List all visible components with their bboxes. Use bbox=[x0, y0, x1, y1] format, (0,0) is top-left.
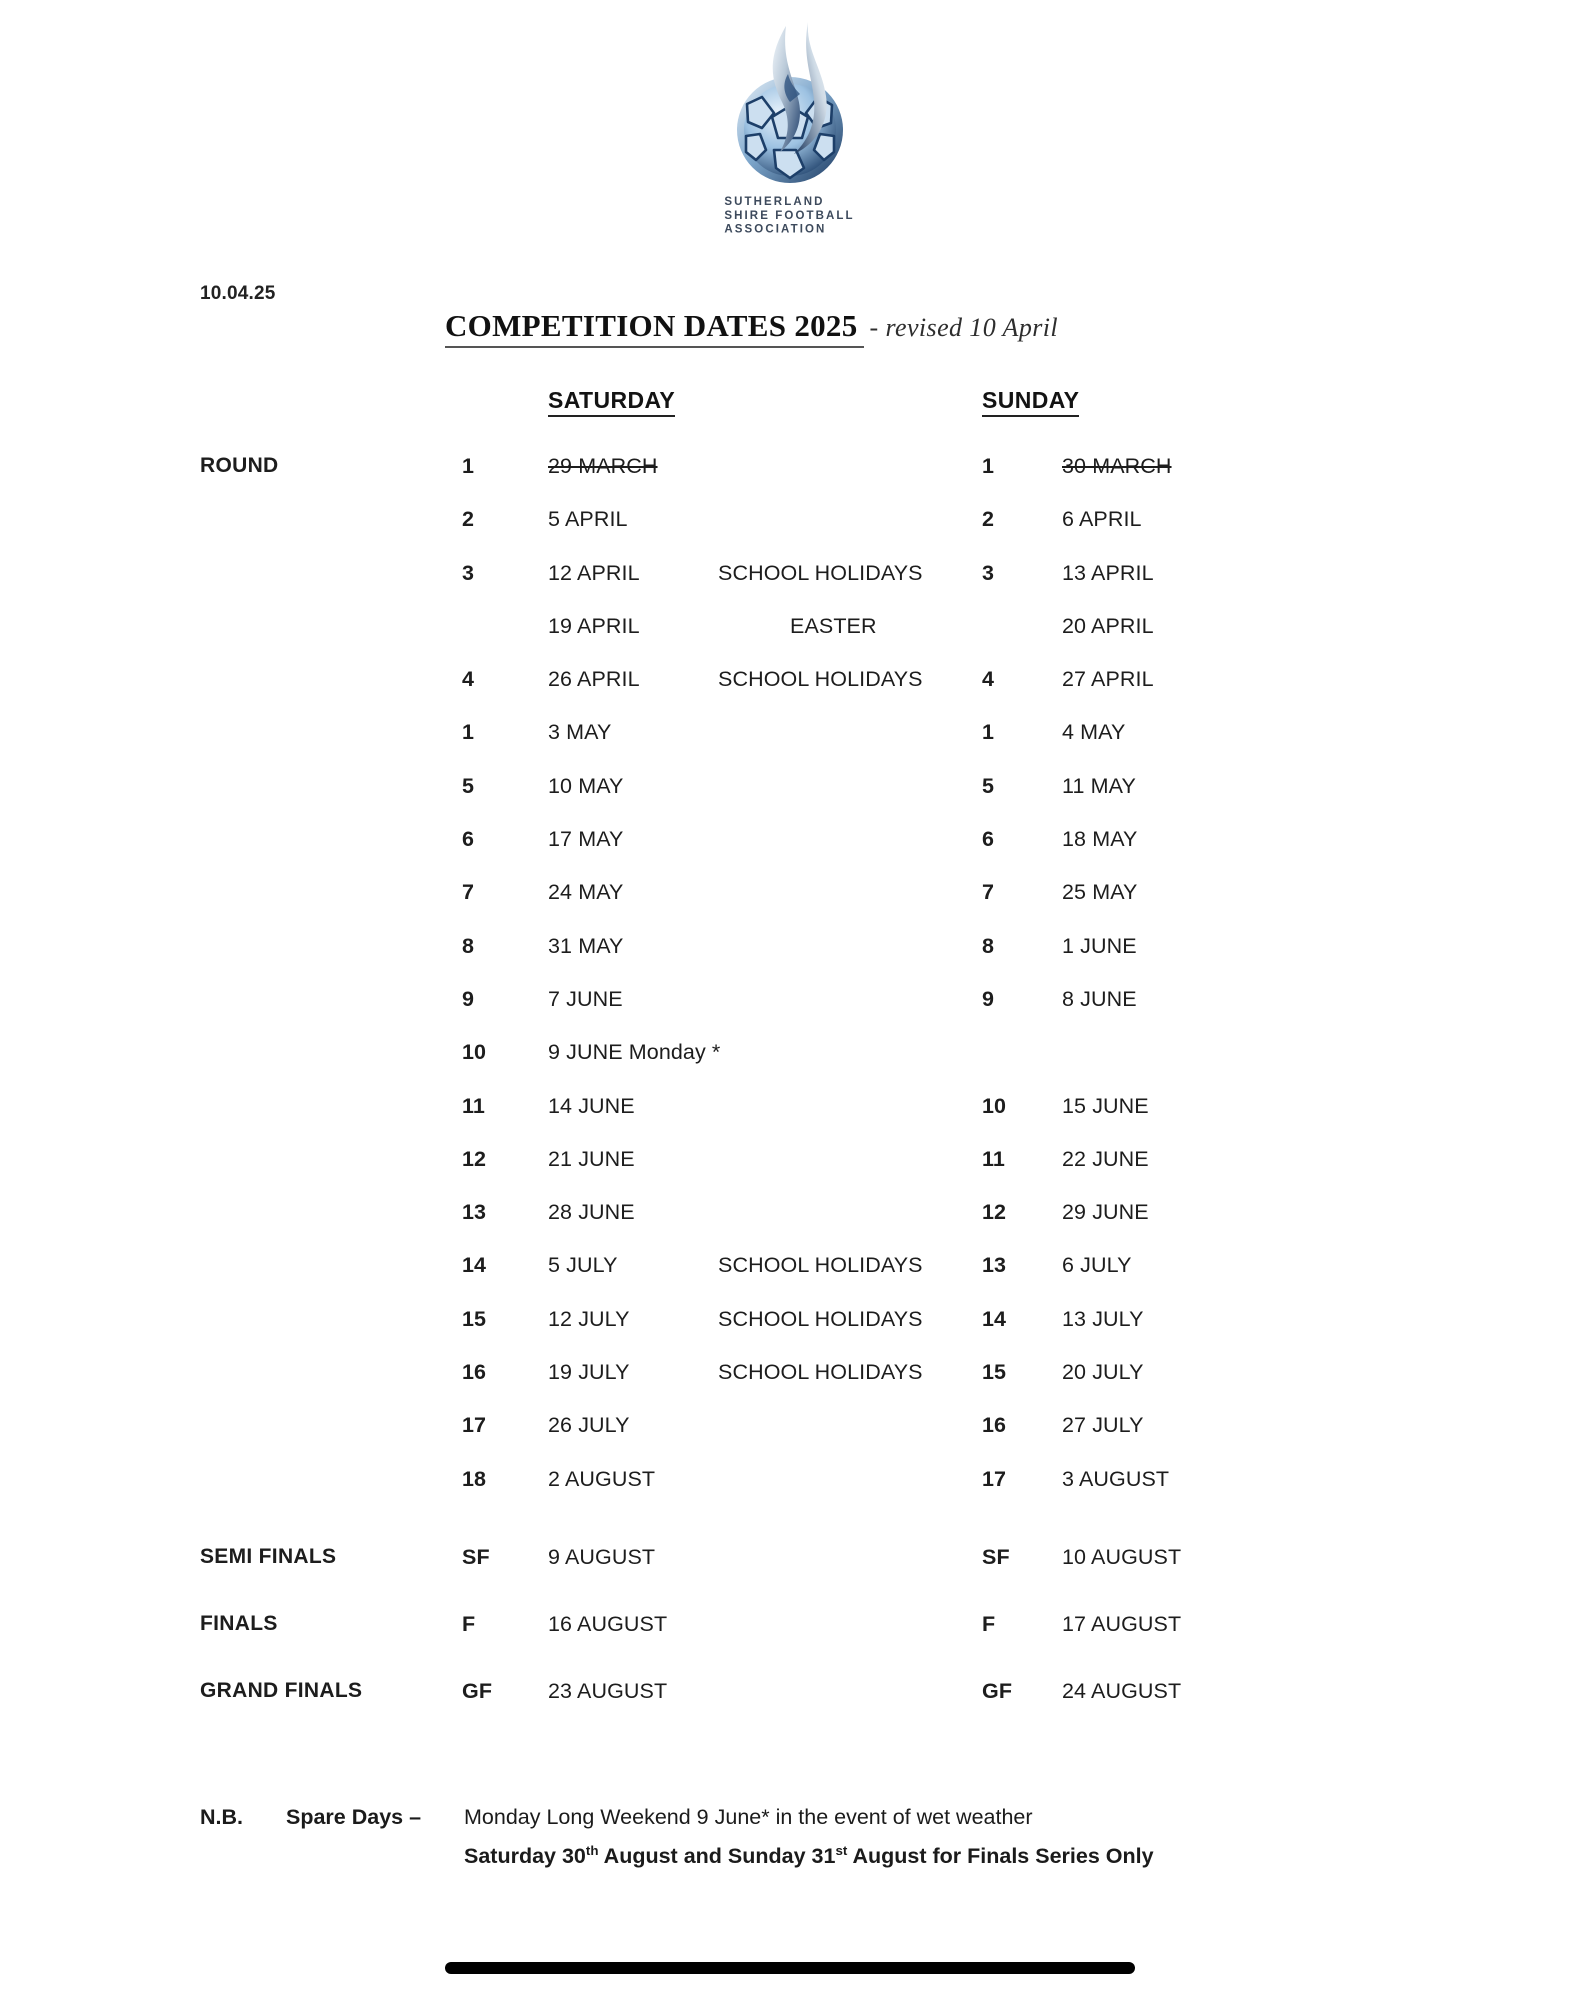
sunday-date: 17 AUGUST bbox=[1062, 1612, 1182, 1636]
saturday-date: 12 JULY bbox=[548, 1306, 630, 1331]
logo-wordmark bbox=[724, 196, 854, 237]
sunday-round-number: 2 bbox=[982, 507, 995, 532]
footer-line2-sup-1: th bbox=[585, 1843, 599, 1858]
sunday-round-code: F bbox=[982, 1612, 996, 1636]
table-row bbox=[0, 1254, 1579, 1307]
saturday-date: 26 JULY bbox=[548, 1413, 630, 1438]
saturday-date: 7 JUNE bbox=[548, 986, 623, 1011]
column-header-saturday: SATURDAY bbox=[548, 387, 675, 417]
table-row bbox=[0, 1361, 1579, 1414]
logo-line-1: SUTHERLAND bbox=[724, 195, 825, 208]
table-row bbox=[0, 881, 1579, 934]
sunday-date: 20 JULY bbox=[1062, 1360, 1144, 1385]
saturday-round-number: 15 bbox=[462, 1306, 487, 1331]
table-row bbox=[0, 1414, 1579, 1467]
sunday-round-number: 13 bbox=[982, 1253, 1007, 1278]
table-row bbox=[0, 1148, 1579, 1201]
saturday-date: 5 APRIL bbox=[548, 507, 628, 532]
saturday-round-number: 4 bbox=[462, 667, 475, 692]
sunday-round-number: 10 bbox=[982, 1093, 1007, 1118]
table-row bbox=[0, 1308, 1579, 1361]
sunday-date: 6 APRIL bbox=[1062, 507, 1142, 532]
sunday-date: 20 APRIL bbox=[1062, 613, 1154, 638]
saturday-date: 21 JUNE bbox=[548, 1146, 635, 1171]
football-flame-logo-icon bbox=[716, 18, 864, 190]
rounds-row-group bbox=[0, 455, 1579, 1521]
saturday-round-number: 5 bbox=[462, 773, 475, 798]
saturday-date: 9 JUNE Monday * bbox=[548, 1040, 721, 1065]
page-title-main: COMPETITION DATES 2025 bbox=[445, 308, 864, 348]
saturday-round-number: 2 bbox=[462, 507, 475, 532]
table-row bbox=[0, 1201, 1579, 1254]
page-title bbox=[445, 308, 1058, 348]
sunday-date: 6 JULY bbox=[1062, 1253, 1132, 1278]
sunday-round-number: 1 bbox=[982, 720, 995, 745]
table-row bbox=[0, 1613, 1579, 1680]
table-row bbox=[0, 1095, 1579, 1148]
row-note: SCHOOL HOLIDAYS bbox=[718, 667, 923, 692]
table-row bbox=[0, 615, 1579, 668]
saturday-round-number: 16 bbox=[462, 1360, 487, 1385]
sunday-round-number: 8 bbox=[982, 933, 995, 958]
saturday-date: 26 APRIL bbox=[548, 667, 640, 692]
footer-note-line-2 bbox=[200, 1834, 1154, 1873]
table-row bbox=[0, 1468, 1579, 1521]
sunday-round-number: 1 bbox=[982, 454, 995, 478]
table-row bbox=[0, 455, 1579, 508]
table-row bbox=[0, 668, 1579, 721]
sunday-round-number: 7 bbox=[982, 880, 995, 905]
sunday-round-number: 6 bbox=[982, 827, 995, 852]
association-logo bbox=[0, 18, 1579, 237]
sunday-date: 30 MARCH bbox=[1062, 454, 1172, 478]
saturday-date: 24 MAY bbox=[548, 880, 624, 905]
saturday-round-number: 6 bbox=[462, 827, 475, 852]
row-note: EASTER bbox=[790, 613, 877, 638]
sunday-date: 27 JULY bbox=[1062, 1413, 1144, 1438]
row-note: SCHOOL HOLIDAYS bbox=[718, 560, 923, 585]
sunday-round-code: GF bbox=[982, 1679, 1013, 1703]
saturday-date: 16 AUGUST bbox=[548, 1612, 668, 1636]
saturday-round-number: 18 bbox=[462, 1466, 487, 1491]
table-row bbox=[0, 828, 1579, 881]
saturday-date: 10 MAY bbox=[548, 773, 624, 798]
sunday-date: 22 JUNE bbox=[1062, 1146, 1149, 1171]
saturday-round-code: GF bbox=[462, 1679, 493, 1703]
saturday-round-code: F bbox=[462, 1612, 476, 1636]
sunday-date: 1 JUNE bbox=[1062, 933, 1137, 958]
saturday-round-number: 11 bbox=[462, 1093, 485, 1118]
saturday-round-number: 17 bbox=[462, 1413, 487, 1438]
sunday-date: 25 MAY bbox=[1062, 880, 1138, 905]
sunday-date: 18 MAY bbox=[1062, 827, 1138, 852]
sunday-date: 13 APRIL bbox=[1062, 560, 1154, 585]
sunday-round-number: 11 bbox=[982, 1146, 1005, 1171]
table-row bbox=[0, 988, 1579, 1041]
sunday-date: 24 AUGUST bbox=[1062, 1679, 1182, 1703]
table-row bbox=[0, 775, 1579, 828]
sunday-date: 29 JUNE bbox=[1062, 1200, 1149, 1225]
saturday-round-number: 3 bbox=[462, 560, 475, 585]
footer-line2-part-b: August and Sunday 31 bbox=[598, 1844, 836, 1869]
saturday-round-number: 1 bbox=[462, 720, 475, 745]
saturday-date: 29 MARCH bbox=[548, 454, 658, 478]
footer-note-line-1 bbox=[200, 1800, 1154, 1834]
saturday-date: 19 APRIL bbox=[548, 613, 640, 638]
saturday-date: 17 MAY bbox=[548, 827, 624, 852]
page-title-revision: - revised 10 April bbox=[869, 313, 1058, 342]
logo-line-3: ASSOCIATION bbox=[724, 223, 827, 236]
saturday-round-number: 14 bbox=[462, 1253, 487, 1278]
row-note: SCHOOL HOLIDAYS bbox=[718, 1360, 923, 1385]
sunday-date: 27 APRIL bbox=[1062, 667, 1154, 692]
row-category-label: SEMI FINALS bbox=[200, 1545, 337, 1568]
footer-spare-days-text: Monday Long Weekend 9 June* in the event of wet weather bbox=[464, 1805, 1033, 1829]
row-note: SCHOOL HOLIDAYS bbox=[718, 1253, 923, 1278]
row-category-label: GRAND FINALS bbox=[200, 1679, 363, 1702]
sunday-round-number: 9 bbox=[982, 986, 995, 1011]
saturday-date: 5 JULY bbox=[548, 1253, 618, 1278]
saturday-date: 31 MAY bbox=[548, 933, 624, 958]
saturday-round-number: 7 bbox=[462, 880, 475, 905]
table-row bbox=[0, 562, 1579, 615]
sunday-date: 15 JUNE bbox=[1062, 1093, 1149, 1118]
document-date: 10.04.25 bbox=[200, 283, 276, 304]
saturday-round-number: 13 bbox=[462, 1200, 487, 1225]
table-row bbox=[0, 1546, 1579, 1613]
footer-line2-sup-2: st bbox=[835, 1843, 848, 1858]
home-indicator-bar bbox=[445, 1962, 1135, 1974]
row-note: SCHOOL HOLIDAYS bbox=[718, 1306, 923, 1331]
saturday-round-number: 8 bbox=[462, 933, 475, 958]
footer-note bbox=[200, 1800, 1154, 1873]
sunday-round-code: SF bbox=[982, 1545, 1010, 1569]
saturday-date: 19 JULY bbox=[548, 1360, 630, 1385]
sunday-round-number: 12 bbox=[982, 1200, 1007, 1225]
saturday-round-number: 10 bbox=[462, 1040, 487, 1065]
footer-line2-part-a: Saturday 30 bbox=[464, 1844, 586, 1869]
table-row bbox=[0, 1680, 1579, 1747]
sunday-date: 10 AUGUST bbox=[1062, 1545, 1182, 1569]
saturday-date: 9 AUGUST bbox=[548, 1545, 656, 1569]
column-header-sunday: SUNDAY bbox=[982, 387, 1079, 417]
row-category-label: FINALS bbox=[200, 1612, 278, 1635]
saturday-date: 23 AUGUST bbox=[548, 1679, 668, 1703]
saturday-round-number: 1 bbox=[462, 454, 475, 478]
logo-line-2: SHIRE FOOTBALL bbox=[724, 209, 855, 222]
sunday-round-number: 15 bbox=[982, 1360, 1007, 1385]
sunday-round-number: 16 bbox=[982, 1413, 1007, 1438]
sunday-round-number: 3 bbox=[982, 560, 995, 585]
sunday-date: 3 AUGUST bbox=[1062, 1466, 1170, 1491]
saturday-round-code: SF bbox=[462, 1545, 490, 1569]
sunday-date: 4 MAY bbox=[1062, 720, 1126, 745]
saturday-date: 28 JUNE bbox=[548, 1200, 635, 1225]
sunday-round-number: 5 bbox=[982, 773, 995, 798]
table-row bbox=[0, 935, 1579, 988]
saturday-date: 3 MAY bbox=[548, 720, 612, 745]
saturday-date: 2 AUGUST bbox=[548, 1466, 656, 1491]
sunday-round-number: 4 bbox=[982, 667, 995, 692]
table-row bbox=[0, 721, 1579, 774]
sunday-date: 13 JULY bbox=[1062, 1306, 1144, 1331]
table-row bbox=[0, 1041, 1579, 1094]
saturday-round-number: 9 bbox=[462, 986, 475, 1011]
table-row bbox=[0, 508, 1579, 561]
footer-nb-tag: N.B. bbox=[200, 1805, 243, 1829]
finals-row-group bbox=[0, 1546, 1579, 1747]
sunday-date: 8 JUNE bbox=[1062, 986, 1137, 1011]
saturday-date: 12 APRIL bbox=[548, 560, 640, 585]
footer-spare-days-label: Spare Days – bbox=[286, 1805, 422, 1829]
row-category-label: ROUND bbox=[200, 454, 279, 477]
sunday-round-number: 17 bbox=[982, 1466, 1007, 1491]
sunday-date: 11 MAY bbox=[1062, 773, 1136, 798]
sunday-round-number: 14 bbox=[982, 1306, 1007, 1331]
saturday-round-number: 12 bbox=[462, 1146, 487, 1171]
saturday-date: 14 JUNE bbox=[548, 1093, 635, 1118]
footer-line2-part-c: August for Finals Series Only bbox=[847, 1844, 1154, 1869]
